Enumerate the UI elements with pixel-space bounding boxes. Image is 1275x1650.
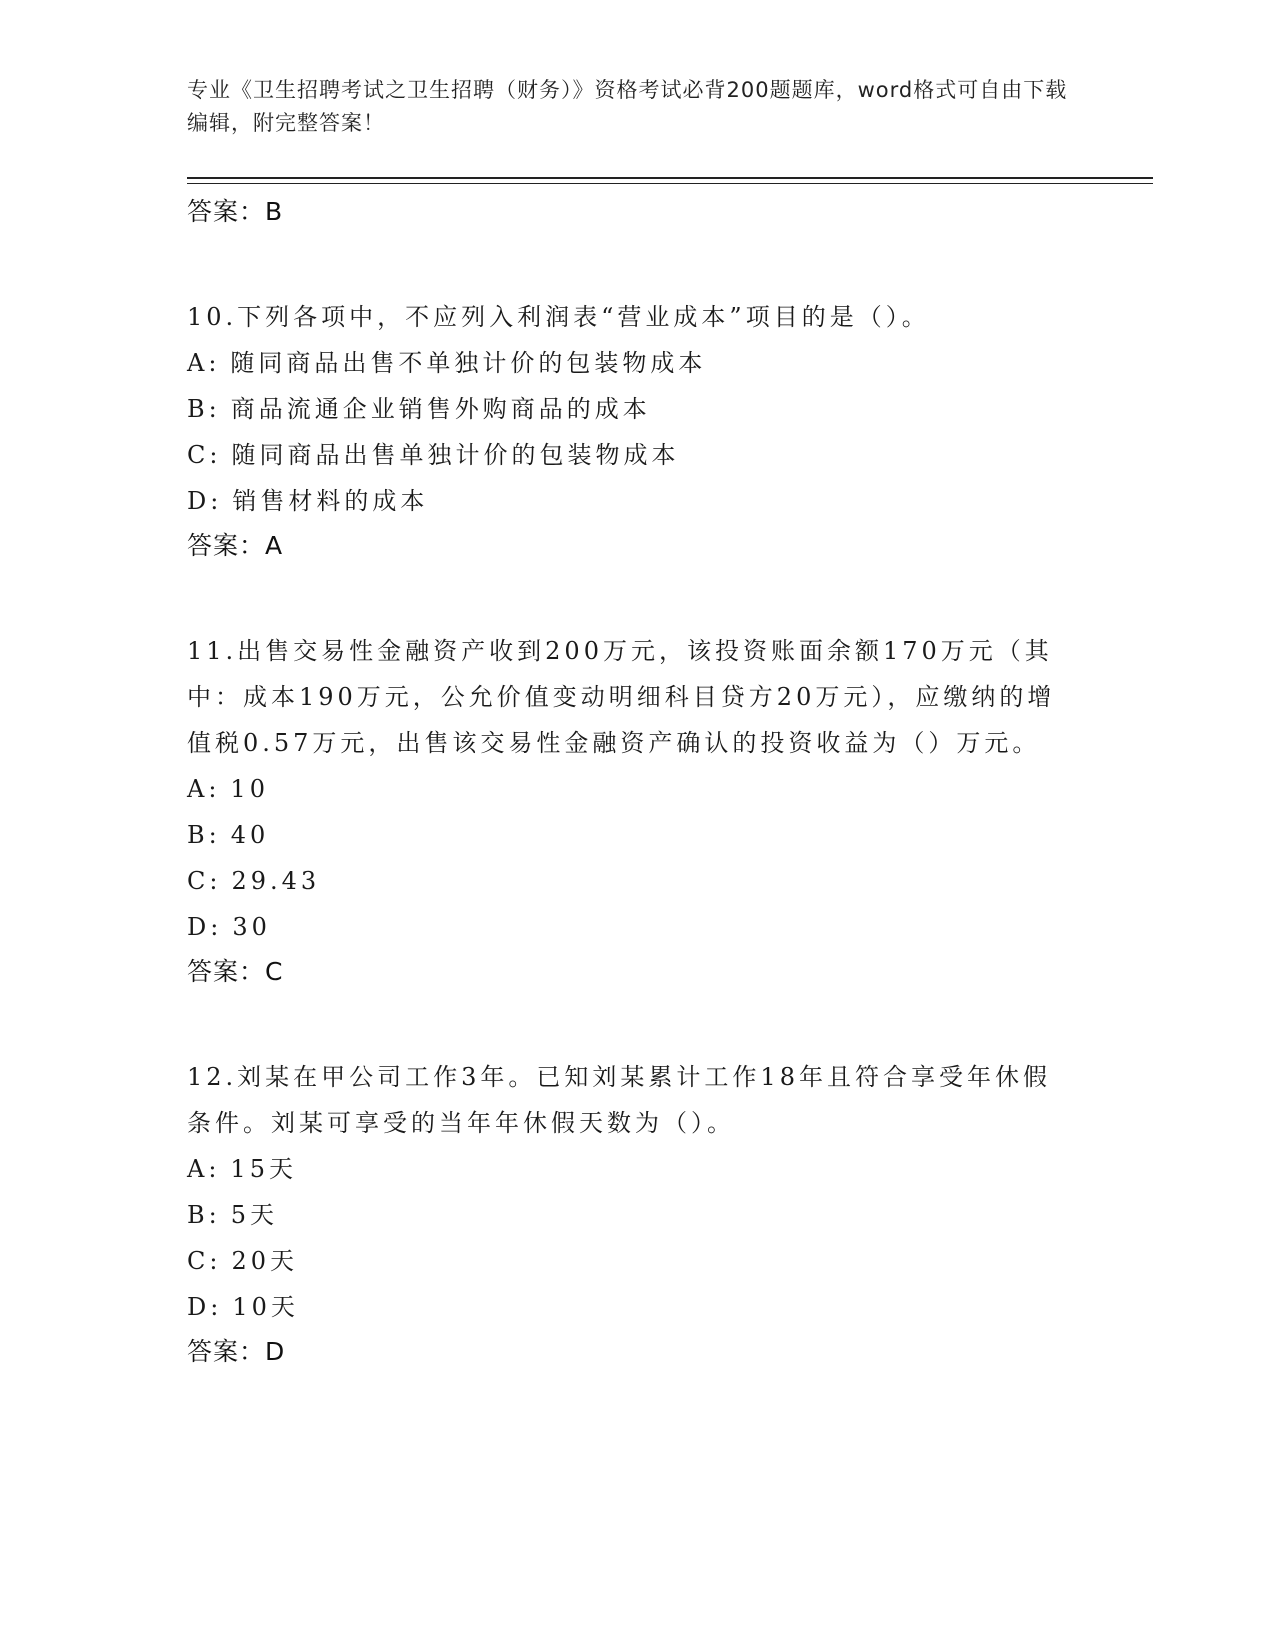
option-label: C: [187,441,222,469]
question-list [187,190,1087,1374]
header-rule-thick [187,177,1153,179]
option-label: A: [187,1155,221,1183]
option-label: D: [187,1293,223,1321]
spacer [187,568,1087,628]
previous-answer: 答案：B [187,197,284,226]
option-a [187,340,1087,386]
question-stem: 10.下列各项中，不应列入利润表“营业成本”项目的是（）。 [187,303,930,331]
option-a [187,766,1087,812]
header-title: 专业《卫生招聘考试之卫生招聘（财务）》资格考试必背200题题库，word格式可自由下载编辑，附完整答案！ [187,78,1068,135]
option-text: 5天 [230,1201,279,1229]
question-stem: 12.刘某在甲公司工作3年。已知刘某累计工作18年且符合享受年休假条件。刘某可享受的当年年休假天数为（）。 [187,1063,1051,1137]
option-text: 商品流通企业销售外购商品的成本 [230,395,651,423]
answer-line: 答案：A [187,531,284,560]
spacer [187,994,1087,1054]
question-block [187,628,1087,994]
option-b [187,1192,1087,1238]
answer-line: 答案：D [187,1337,286,1366]
document-header [187,74,1087,140]
question-block [187,294,1087,568]
option-label: A: [187,349,221,377]
question-block [187,1054,1087,1374]
option-d [187,1284,1087,1330]
option-a [187,1146,1087,1192]
spacer [187,234,1087,294]
option-c [187,858,1087,904]
option-c [187,432,1087,478]
option-b [187,386,1087,432]
answer-line: 答案：C [187,957,284,986]
option-b [187,812,1087,858]
option-text: 10天 [232,1293,299,1321]
option-label: C: [187,1247,222,1275]
option-d [187,478,1087,524]
option-text: 40 [230,821,270,849]
option-label: B: [187,821,221,849]
option-c [187,1238,1087,1284]
option-text: 销售材料的成本 [232,487,429,515]
option-text: 10 [230,775,269,803]
option-label: D: [187,913,223,941]
option-text: 随同商品出售不单独计价的包装物成本 [230,349,707,377]
option-text: 30 [232,913,271,941]
option-text: 随同商品出售单独计价的包装物成本 [231,441,680,469]
option-label: A: [187,775,221,803]
option-label: C: [187,867,222,895]
option-label: B: [187,395,221,423]
option-text: 29.43 [231,867,321,895]
option-text: 20天 [231,1247,298,1275]
option-label: B: [187,1201,221,1229]
question-stem: 11.出售交易性金融资产收到200万元，该投资账面余额170万元（其中：成本190万元，公允价值变动明细科目贷方20万元），应缴纳的增值税0.57万元，出售该交易性金融资产确认的投资收益为（）万元。 [187,637,1056,757]
option-label: D: [187,487,223,515]
header-rule-thin [187,183,1153,184]
option-text: 15天 [230,1155,297,1183]
option-d [187,904,1087,950]
